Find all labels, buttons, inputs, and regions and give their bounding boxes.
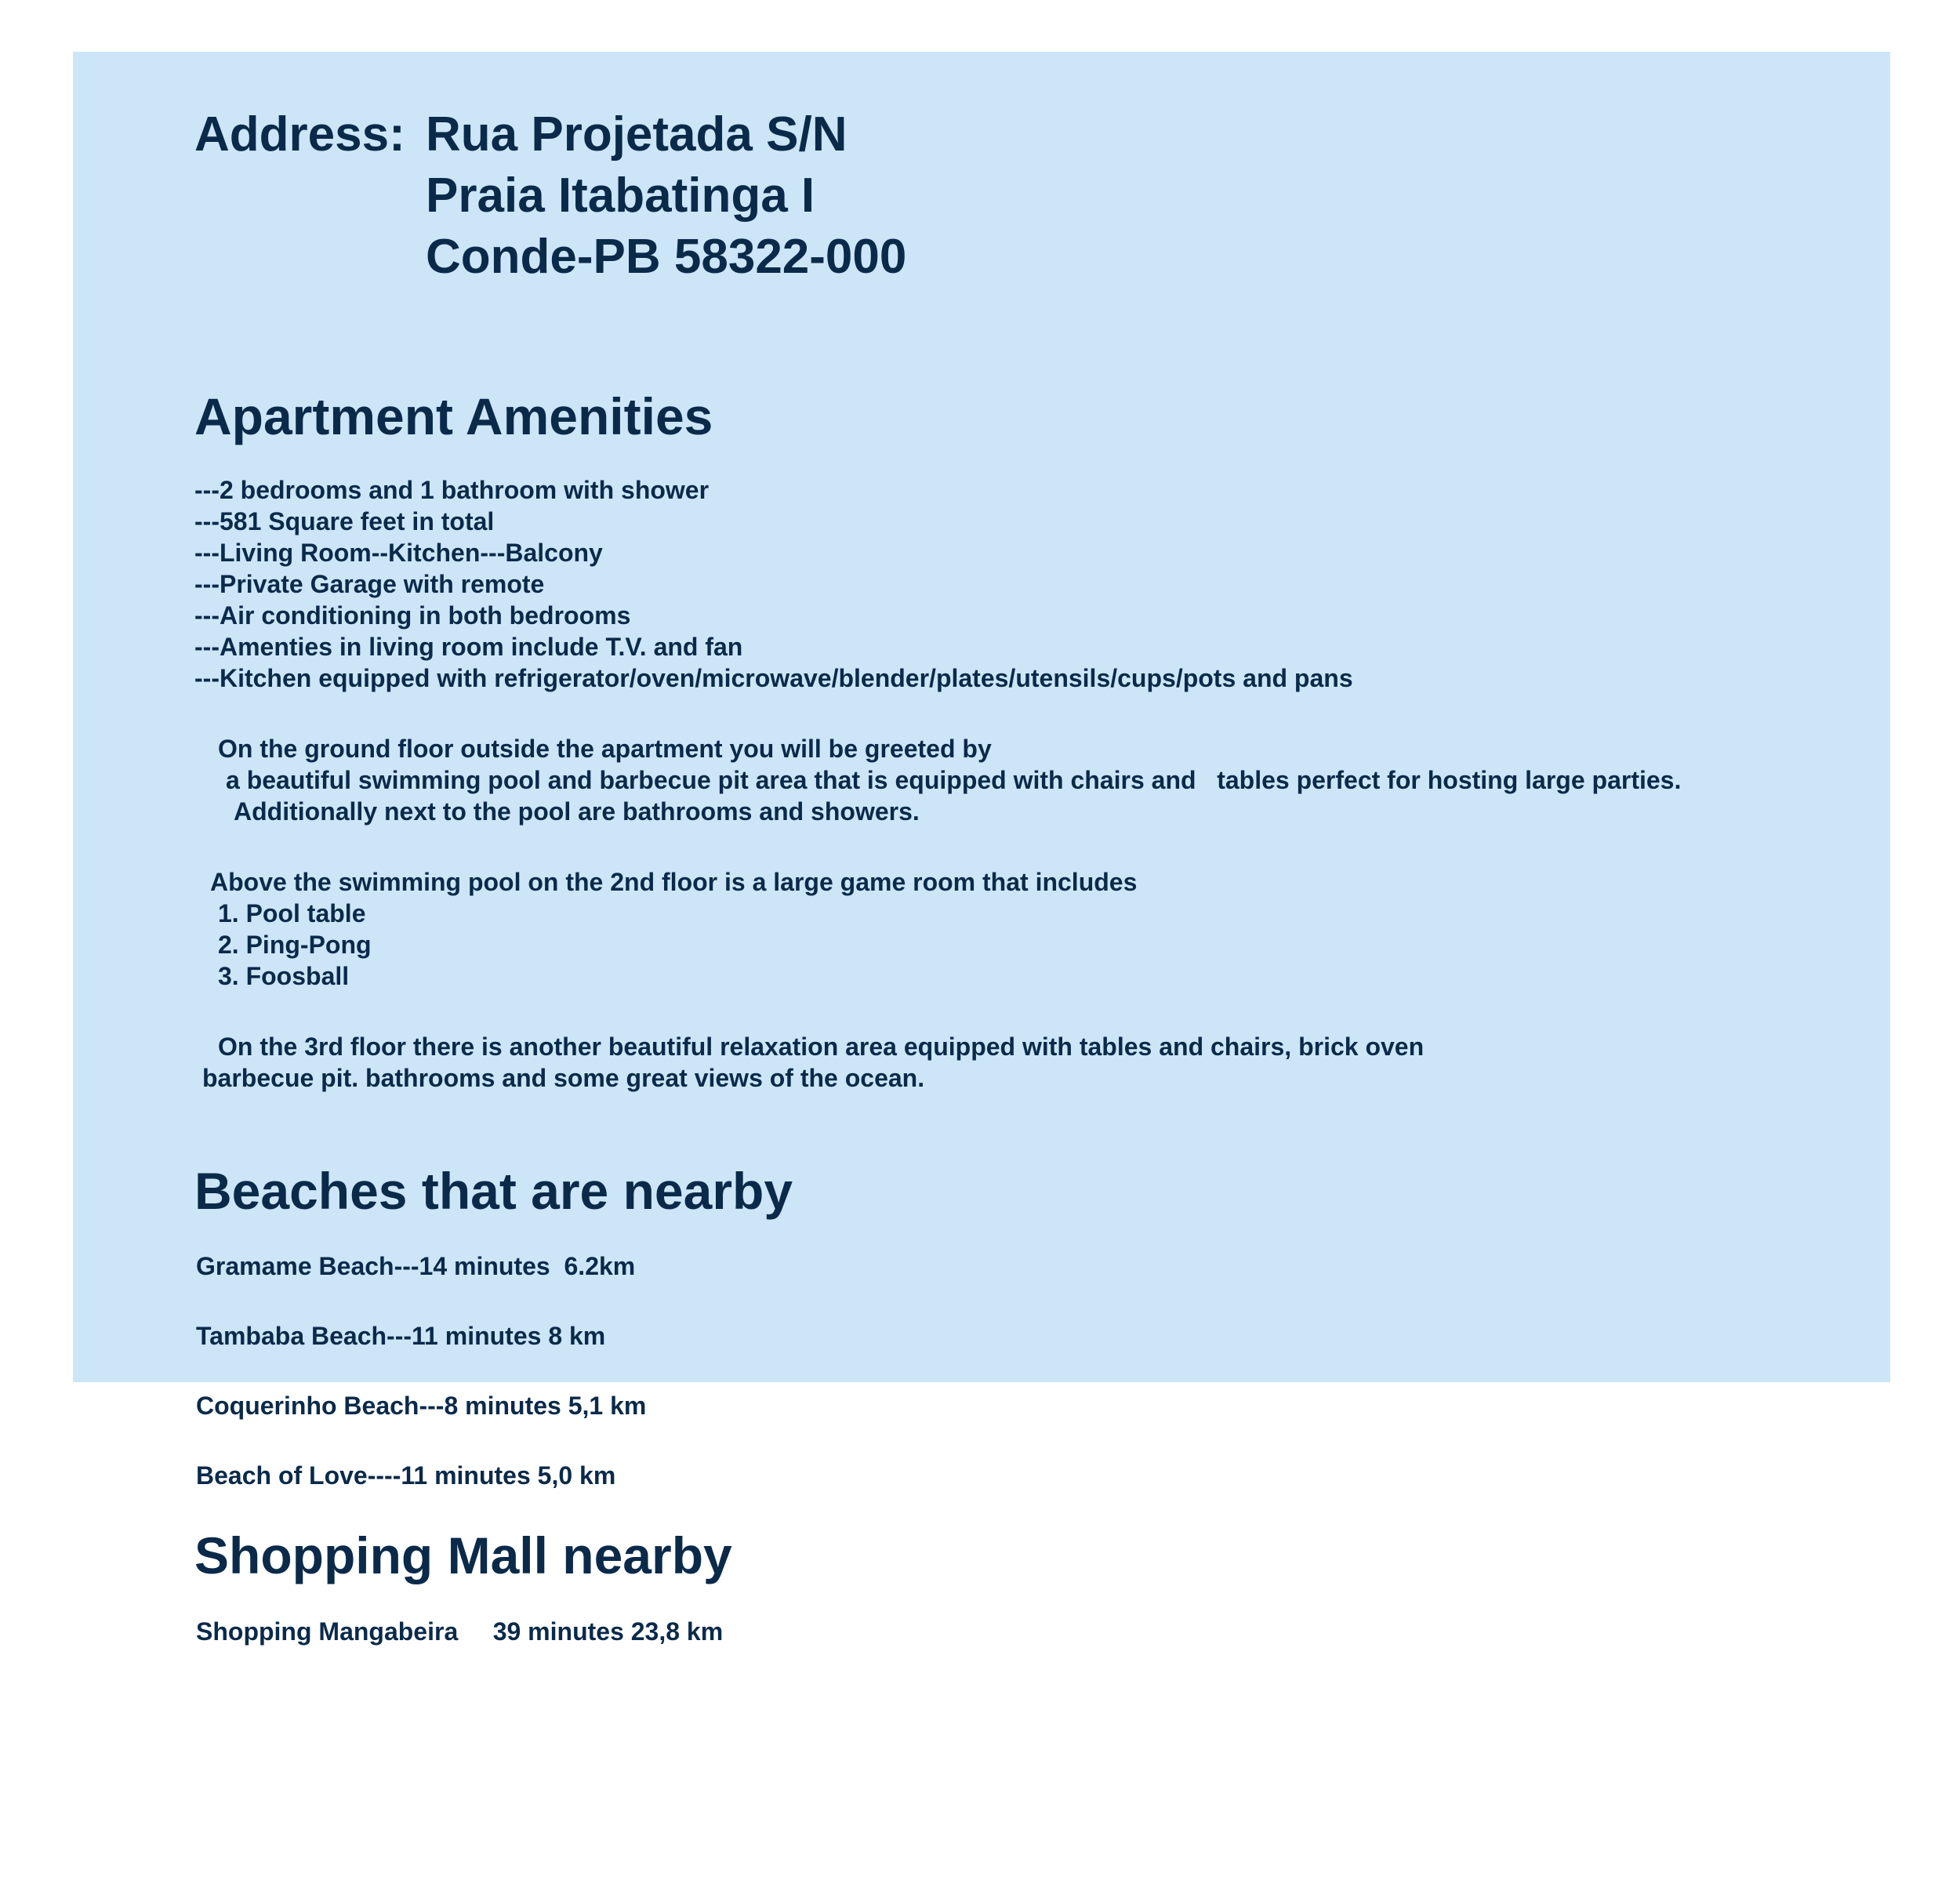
amenity-item: ---Kitchen equipped with refrigerator/oven/microwave/blender/plates/utensils/cups/pots and pans (194, 664, 1353, 692)
address-label: Address: (194, 107, 405, 162)
game-room-item: 1. Pool table (218, 899, 366, 927)
game-room-intro: Above the swimming pool on the 2nd floor is a large game room that includes (210, 868, 1138, 896)
third-floor-line: On the 3rd floor there is another beautiful relaxation area equipped with tables and chairs, brick oven (218, 1033, 1425, 1061)
listing-page (73, 52, 1890, 1646)
ground-floor-line: Additionally next to the pool are bathrooms and showers. (234, 797, 920, 826)
ground-floor-line: a beautiful swimming pool and barbecue pit area that is equipped with chairs and tables perfect for hosting large parties. (226, 766, 1682, 794)
beaches-heading: Beaches that are nearby (194, 1162, 793, 1220)
beach-item: Beach of Love----11 minutes 5,0 km (196, 1461, 616, 1490)
address-line-1: Rua Projetada S/N (426, 107, 848, 162)
amenity-item: ---2 bedrooms and 1 bathroom with shower (194, 476, 710, 504)
game-room-item: 2. Ping-Pong (218, 931, 372, 959)
amenity-item: ---Air conditioning in both bedrooms (194, 601, 631, 630)
beach-item: Coquerinho Beach---8 minutes 5,1 km (196, 1392, 647, 1420)
address-line-2: Praia Itabatinga I (426, 169, 815, 223)
beach-item: Gramame Beach---14 minutes 6.2km (196, 1252, 636, 1280)
amenity-item: ---581 Square feet in total (194, 507, 495, 535)
beach-item: Tambaba Beach---11 minutes 8 km (196, 1322, 606, 1350)
amenity-item: ---Private Garage with remote (194, 570, 545, 598)
address-line-3: Conde-PB 58322-000 (426, 230, 907, 284)
third-floor-line: barbecue pit. bathrooms and some great views of the ocean. (202, 1064, 925, 1092)
mall-heading: Shopping Mall nearby (194, 1526, 732, 1584)
amenity-item: ---Amenties in living room include T.V. and fan (194, 633, 743, 661)
ground-floor-line: On the ground floor outside the apartment you will be greeted by (218, 735, 992, 763)
amenities-heading: Apartment Amenities (194, 387, 713, 445)
mall-item: Shopping Mangabeira 39 minutes 23,8 km (196, 1617, 724, 1646)
amenity-item: ---Living Room--Kitchen---Balcony (194, 539, 603, 567)
game-room-item: 3. Foosball (218, 962, 350, 990)
